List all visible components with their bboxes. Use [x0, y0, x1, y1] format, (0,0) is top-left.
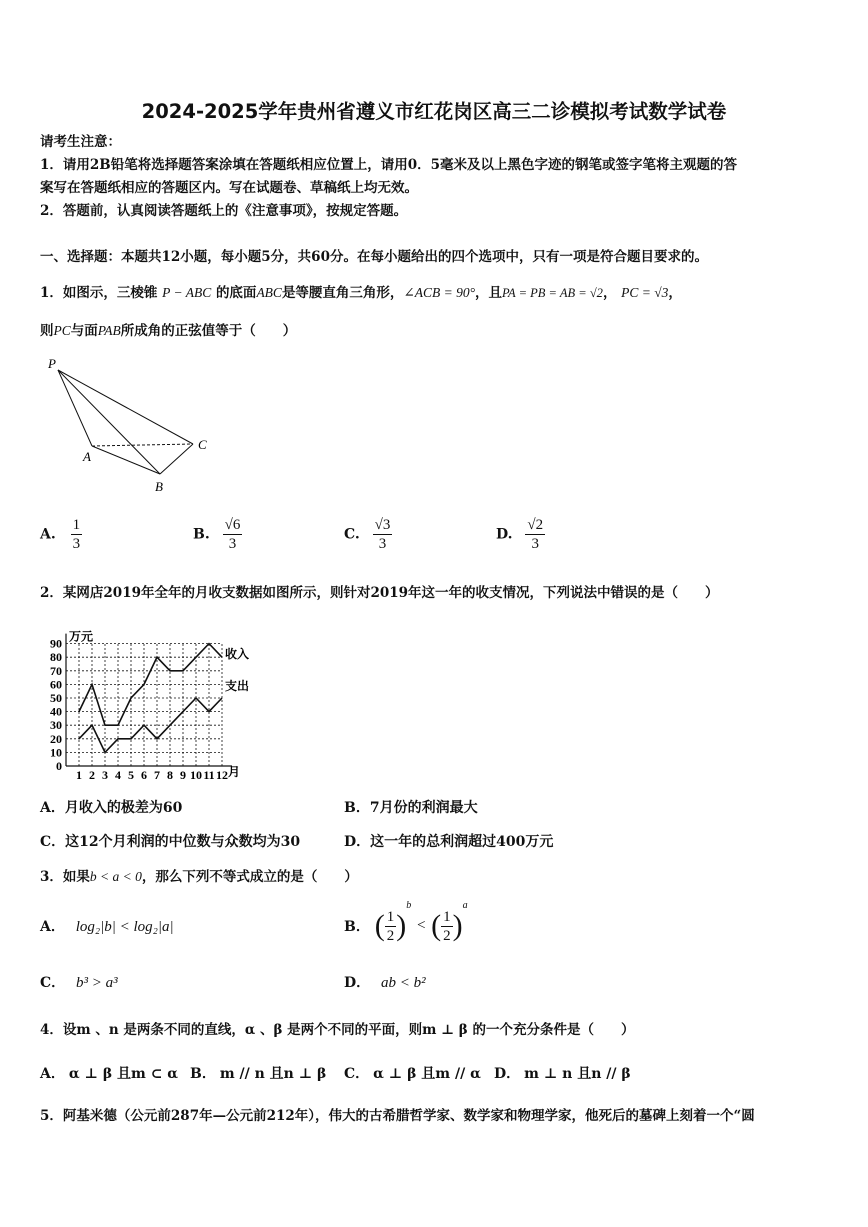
math-expression: ABC: [256, 285, 282, 300]
option-text: log₂|b| < log₂|a|: [75, 919, 174, 935]
numerator: √3: [374, 517, 391, 533]
option-c[interactable]: [344, 516, 392, 553]
question-text: ，且: [475, 285, 503, 301]
math-expression: PAB: [97, 323, 121, 338]
denominator: 2: [386, 927, 395, 944]
y-axis-label: 万元: [69, 629, 94, 644]
notice-line-2: 案写在答题纸相应的答题区内。写在试题卷、草稿纸上均无效。: [40, 180, 418, 196]
denominator: 2: [443, 927, 451, 944]
question-number: 5．: [40, 1108, 63, 1124]
option-b[interactable]: [344, 900, 468, 945]
numerator: √6: [224, 517, 241, 533]
y-tick-label: 70: [50, 663, 62, 678]
option-a[interactable]: [40, 1063, 178, 1083]
edge-pc: [58, 370, 193, 444]
x-axis-label: 月: [228, 765, 241, 779]
numerator: 1: [443, 908, 451, 925]
option-label: B．: [190, 1066, 216, 1082]
tetrahedron-figure: [40, 352, 230, 497]
x-tick-label: 2: [89, 768, 95, 782]
math-expression: PA = PB = AB = √2: [502, 286, 603, 300]
exponent: a: [462, 900, 468, 911]
series-label: 收入: [225, 647, 250, 662]
option-text: 7月份的利润最大: [369, 800, 478, 816]
option-a[interactable]: [40, 516, 82, 553]
edge-ab: [92, 446, 160, 474]
x-tick-label: 6: [141, 768, 147, 782]
option-text: 月收入的极差为60: [64, 800, 183, 816]
y-tick-label: 10: [50, 745, 62, 760]
y-tick-label: 90: [50, 636, 62, 651]
math-expression: P − ABC: [162, 285, 212, 300]
numerator: 1: [386, 908, 395, 925]
question-text: 与面: [70, 323, 98, 339]
option-label: B．: [344, 800, 370, 816]
option-text: ab < b²: [381, 975, 426, 991]
question-text: ，: [602, 285, 617, 301]
option-label: D．: [494, 1066, 521, 1082]
y-tick-label: 40: [50, 704, 62, 719]
y-tick-label: 20: [50, 731, 62, 746]
option-text: 这12个月利润的中位数与众数均为30: [65, 834, 301, 850]
option-fraction: [441, 908, 453, 945]
option-fraction: [525, 516, 545, 553]
question-text: 某网店2019年全年的月收支数据如图所示，则针对2019年这一年的收支情况，下列说法中错误的是（ ）: [62, 585, 719, 601]
x-tick-label: 9: [180, 768, 186, 782]
question-text: 如图示，三棱锥: [62, 285, 158, 301]
y-tick-label: 60: [50, 677, 62, 692]
question-text: 如果: [62, 869, 90, 885]
x-tick-label: 3: [102, 768, 108, 782]
option-d[interactable]: [344, 831, 553, 851]
question-2-line-1: [40, 581, 719, 601]
math-expression: b < a < 0: [89, 869, 142, 884]
question-number: 4．: [40, 1022, 63, 1038]
option-label: B.: [193, 526, 210, 543]
notice-heading: 请考生注意：: [40, 134, 121, 150]
edge-pa: [58, 370, 92, 446]
option-text: m ⊥ n 且n // β: [524, 1066, 631, 1082]
vertex-label-b: B: [155, 479, 163, 494]
y-tick-label: 30: [50, 718, 62, 733]
vertex-label-c: C: [198, 437, 207, 452]
math-expression: ∠ACB = 90°: [403, 285, 476, 300]
question-5-line-1: [40, 1104, 755, 1124]
option-text: α ⊥ β 且m ⊂ α: [68, 1066, 179, 1082]
question-number: 3．: [40, 869, 63, 885]
question-3-line-1: [40, 865, 358, 885]
option-d[interactable]: [344, 972, 426, 992]
option-label: C.: [344, 526, 360, 543]
option-label: D.: [496, 526, 513, 543]
math-expression: PC: [53, 323, 71, 338]
y-tick-label: 0: [56, 759, 62, 773]
question-text: 阿基米德（公元前287年—公元前212年），伟大的古希腊哲学家、数学家和物理学家，他死后的墓碑上刻着一个“圆: [62, 1108, 755, 1124]
vertex-label-p: P: [48, 356, 56, 371]
option-text: b³ > a³: [76, 975, 118, 991]
edge-bc: [160, 444, 193, 474]
denominator: 3: [72, 536, 81, 552]
denominator: 3: [373, 534, 393, 553]
question-text: 是等腰直角三角形，: [281, 285, 404, 301]
option-c[interactable]: [344, 1063, 481, 1083]
option-fraction: [223, 516, 243, 553]
option-label: B．: [344, 919, 370, 935]
option-label: A．: [40, 919, 65, 935]
left-paren: (: [374, 909, 385, 942]
question-text: ，: [668, 285, 682, 301]
option-label: A.: [40, 526, 56, 543]
option-label: C．: [40, 975, 66, 991]
x-tick-label: 5: [128, 768, 134, 782]
x-tick-label: 12: [216, 768, 228, 782]
option-d[interactable]: [496, 516, 545, 553]
option-b[interactable]: [190, 1063, 326, 1083]
denominator: 3: [525, 534, 545, 553]
y-tick-label: 80: [50, 650, 62, 665]
right-paren: ): [452, 909, 463, 942]
income-expense-chart: [40, 614, 280, 786]
denominator: 3: [223, 534, 243, 553]
math-expression: PC = √3: [621, 285, 669, 300]
question-1-line-2: [40, 319, 296, 339]
question-text: 设m 、n 是两条不同的直线，α 、β 是两个不同的平面，则m ⊥ β 的一个充分条件是（ ）: [62, 1022, 635, 1038]
option-label: D．: [344, 834, 371, 850]
exam-title: 2024-2025学年贵州省遵义市红花岗区高三二诊模拟考试数学试卷: [141, 100, 727, 123]
x-tick-label: 7: [154, 768, 160, 782]
option-text: 这一年的总利润超过400万元: [370, 834, 554, 850]
option-a[interactable]: [40, 797, 182, 817]
option-fraction: [385, 908, 397, 945]
y-tick-label: 50: [50, 691, 62, 705]
option-b[interactable]: [193, 516, 242, 553]
question-text: ，那么下列不等式成立的是（ ）: [141, 869, 358, 885]
option-c[interactable]: [40, 831, 300, 851]
option-a[interactable]: [40, 916, 174, 936]
option-label: D．: [344, 975, 371, 991]
question-number: 2．: [40, 585, 63, 601]
option-label: C．: [344, 1066, 370, 1082]
option-label: C．: [40, 834, 66, 850]
question-text: 所成角的正弦值等于（ ）: [120, 323, 297, 339]
question-1-line-1: [40, 281, 682, 301]
x-tick-label: 10: [190, 768, 202, 782]
vertex-label-a: A: [83, 449, 91, 464]
option-label: A．: [40, 1066, 65, 1082]
edge-ac-hidden: [92, 444, 193, 446]
option-fraction: [71, 516, 83, 553]
numerator: √2: [527, 517, 544, 533]
option-text: α ⊥ β 且m // α: [373, 1066, 481, 1082]
option-label: A．: [40, 800, 65, 816]
question-number: 1．: [40, 285, 63, 301]
x-tick-label: 4: [115, 768, 121, 782]
option-c[interactable]: [40, 972, 118, 992]
x-tick-label: 1: [76, 768, 82, 782]
notice-line-3: 2．答题前，认真阅读答题纸上的《注意事项》，按规定答题。: [40, 203, 408, 219]
question-text: 则: [40, 323, 54, 339]
section-heading: 一、选择题：本题共12小题，每小题5分，共60分。在每小题给出的四个选项中，只有一项是符合题目要求的。: [40, 249, 708, 265]
series-label: 支出: [225, 679, 250, 693]
edge-pb: [58, 370, 160, 474]
question-4-line-1: [40, 1018, 634, 1038]
option-d[interactable]: [494, 1063, 631, 1083]
left-paren: (: [431, 909, 442, 942]
option-b[interactable]: [344, 797, 478, 817]
option-text: m // n 且n ⊥ β: [219, 1066, 327, 1082]
less-than: <: [416, 917, 427, 934]
numerator: 1: [72, 517, 81, 533]
notice-line-1: 1．请用2B铅笔将选择题答案涂填在答题纸相应位置上，请用0．5毫米及以上黑色字迹的钢笔或签字笔将主观题的答: [40, 157, 737, 173]
exponent: b: [406, 900, 412, 911]
x-tick-label: 11: [203, 768, 215, 782]
option-fraction: [373, 516, 393, 553]
x-tick-label: 8: [167, 768, 173, 782]
right-paren: ): [396, 909, 407, 942]
question-text: 的底面: [215, 285, 257, 301]
